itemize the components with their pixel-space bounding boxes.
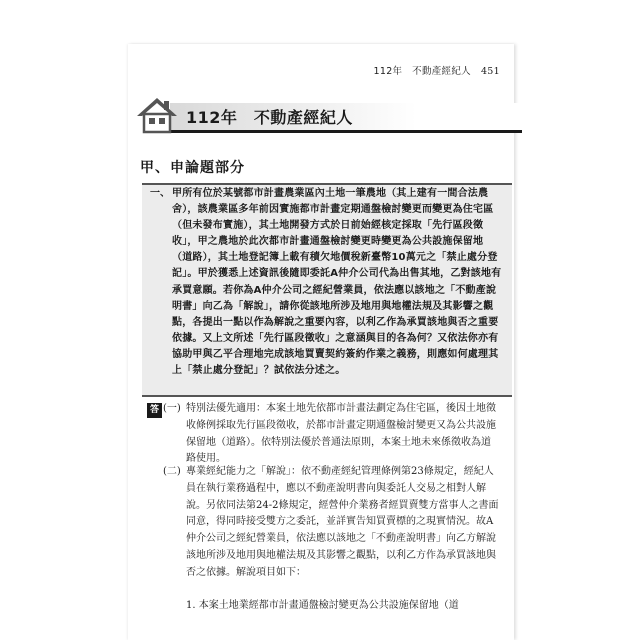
chapter-title: 112年 不動產經紀人 (186, 108, 353, 127)
running-head (360, 63, 500, 77)
house-icon (135, 96, 179, 134)
section-title: 甲、申論題部分 (140, 160, 245, 176)
question-text: 甲所有位於某號都市計畫農業區內土地一筆農地（其上建有一間合法農舍），該農業區多年前因實施都市計畫定期通盤檢討變更而變更為住宅區（但未發布實施），其土地開發方式於日前始經核定採取「先行區段徵收」，甲之農地於此次都市計畫通盤檢討變更時變更為公共設施保留地（道路），其土地登記簿上載有積欠地價稅新臺幣10萬元之「禁止處分登記」。甲於獲悉上述資訊後隨即委託A仲介公司代為出售其地，乙對該地有承買意願。若你為A仲介公司之經紀營業員，依法應以該地之「不動產說明書」向乙為「解說」，請你從該地所涉及地用與地權法規及其影響之觀點，各提出一點以作為解說之重要內容，以利乙作為承買該地與否之重要依據。又上文所述「先行區段徵收」之意涵與目的各為何？又依法你亦有協助甲與乙平合理地完成該地買賣契約簽約作業之義務，則應如何處理其上「禁止處分登記」？試依法分述之。 (172, 188, 502, 377)
running-head-title: 112年 不動產經紀人 (373, 66, 471, 77)
answer-part2-text: 專業經紀能力之「解說」：依不動產經紀管理條例第23條規定，經紀人員在執行業務過程中，應以不動產說明書向與委託人交易之相對人解說。另依同法第24-2條規定，經營仲介業務者經買賣雙方當事人之書面同意，得同時接受雙方之委託，並詳實告知買賣標的之現實情況。故A仲介公司之經紀營業員，依法應以該地之「不動產說明書」向乙方解說該地所涉及地用與地權法規及其影響之觀點，以利乙方作為承買該地與否之依據。解說項目如下： (186, 466, 499, 578)
chapter-banner-rule (170, 130, 522, 133)
answer-part2-item1: 1. 本案土地業經都市計畫通盤檢討變更為公共設施保留地（道 (186, 600, 459, 611)
answer-part2-label: (二) (163, 466, 181, 477)
answer-part1-text: 特別法優先適用：本案土地先依都市計畫法劃定為住宅區，後因土地徵收條例採取先行區段徵收，於都市計畫定期通盤檢討變更又為公共設施保留地（道路）。依特別法優於普通法原則，本案土地未來係徵收為道路使用。 (186, 403, 496, 465)
page-number: 451 (480, 66, 500, 77)
answer-part1-label: (一) (163, 403, 181, 414)
question-number: 一、 (150, 188, 170, 199)
answer-badge: 答 (147, 403, 162, 418)
